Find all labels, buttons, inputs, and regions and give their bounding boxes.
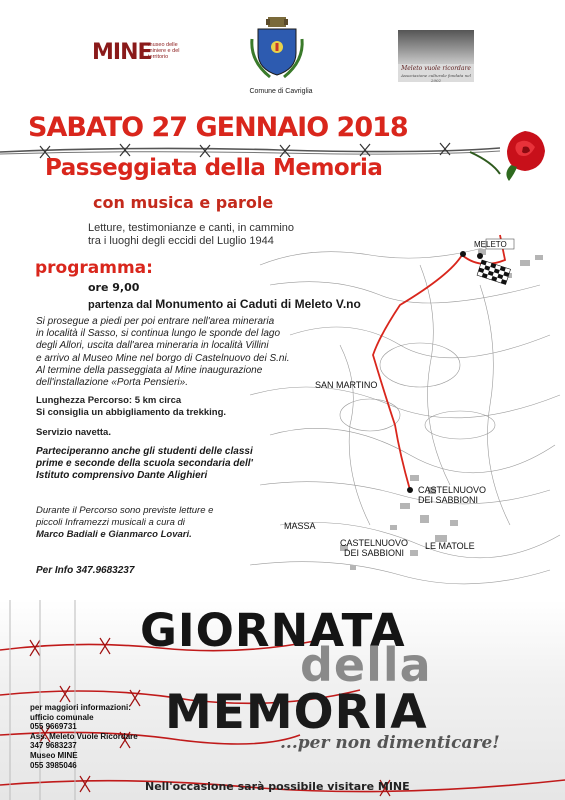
map-label-massa: MASSA: [284, 521, 316, 531]
event-date: SABATO 27 GENNAIO 2018: [28, 112, 408, 143]
memoria-heading: MEMORIA: [165, 685, 428, 740]
programma-start-prefix: partenza dal: [88, 299, 156, 311]
footer-note: Nell'occasione sarà possibile visitare MINE: [145, 780, 410, 793]
clothing-advice: Si consiglia un abbigliamento da trekking.: [36, 407, 227, 418]
map-label-castelnuovo: CASTELNUOVO DEI SABBIONI: [340, 538, 409, 558]
event-subtitle: con musica e parole: [93, 193, 274, 212]
route-length: Lunghezza Percorso: 5 km circa: [36, 395, 182, 406]
mine-logo-text: MINE: [92, 40, 152, 65]
event-intro: Letture, testimonianze e canti, in cammino tra i luoghi degli eccidi del Luglio 1944: [88, 222, 295, 247]
contact-info: per maggiori informazioni: ufficio comunale 055 9669731 Ass. Meleto Vuole Ricordare 347 9683237 Museo MINE 055 3985046: [30, 703, 138, 770]
non-dimenticare-tagline: ...per non dimenticare!: [280, 733, 500, 753]
della-heading: della: [300, 638, 432, 692]
programma-heading: programma:: [35, 258, 153, 278]
meleto-logo-title: Meleto vuole ricordare: [401, 65, 471, 72]
meleto-vuole-ricordare-logo: [398, 30, 474, 82]
info-phone: Per Info 347.9683237: [36, 565, 135, 576]
programma-start-place: Monumento ai Caduti di Meleto V.no: [155, 297, 361, 311]
shuttle-service: Servizio navetta.: [36, 427, 111, 438]
students-note: Parteciperanno anche gli studenti delle classi prime e seconde della scuola secondaria dell' Istituto comprensivo Dante Alighieri: [36, 446, 253, 481]
cavriglia-crest-icon: [248, 15, 306, 81]
event-title: Passeggiata della Memoria: [45, 155, 383, 181]
music-note-names: Marco Badiali e Gianmarco Lovari.: [36, 529, 192, 540]
mine-logo-subtext: museo delle miniere e del territorio: [148, 42, 180, 60]
rose-icon: [495, 125, 555, 185]
comune-label: Comune di Cavriglia: [249, 88, 313, 95]
programma-description: Si prosegue a piedi per poi entrare nell'area mineraria in località il Sasso, si continua lungo le sponde del lago degli Allori, uscita dall'area mineraria in località Villini e arrivo al Museo Mine nel borgo di Castelnuovo dei S.ni. Al termine della passeggiata al Mine inaugurazione dell'installazione «Porta Pensieri».: [36, 316, 290, 389]
map-label-san-martino: SAN MARTINO: [315, 380, 378, 390]
route-map: [250, 225, 565, 620]
meleto-logo-subtitle: Associazione culturale fondata nel 2002: [401, 73, 471, 83]
memorial-photo: [398, 30, 474, 64]
giornata-heading: GIORNATA: [140, 604, 406, 657]
mine-logo: [92, 40, 182, 70]
music-note: [36, 505, 236, 541]
map-label-castelnuovo-route: CASTELNUOVO DEI SABBIONI: [418, 485, 487, 505]
music-note-text: Durante il Percorso sono previste letture e piccoli Inframezzi musicali a cura di: [36, 505, 214, 528]
map-label-meleto: MELETO: [474, 240, 507, 249]
programma-time: ore 9,00: [88, 281, 140, 294]
programma-start: [88, 297, 361, 311]
map-label-le-matole: LE MATOLE: [425, 541, 475, 551]
